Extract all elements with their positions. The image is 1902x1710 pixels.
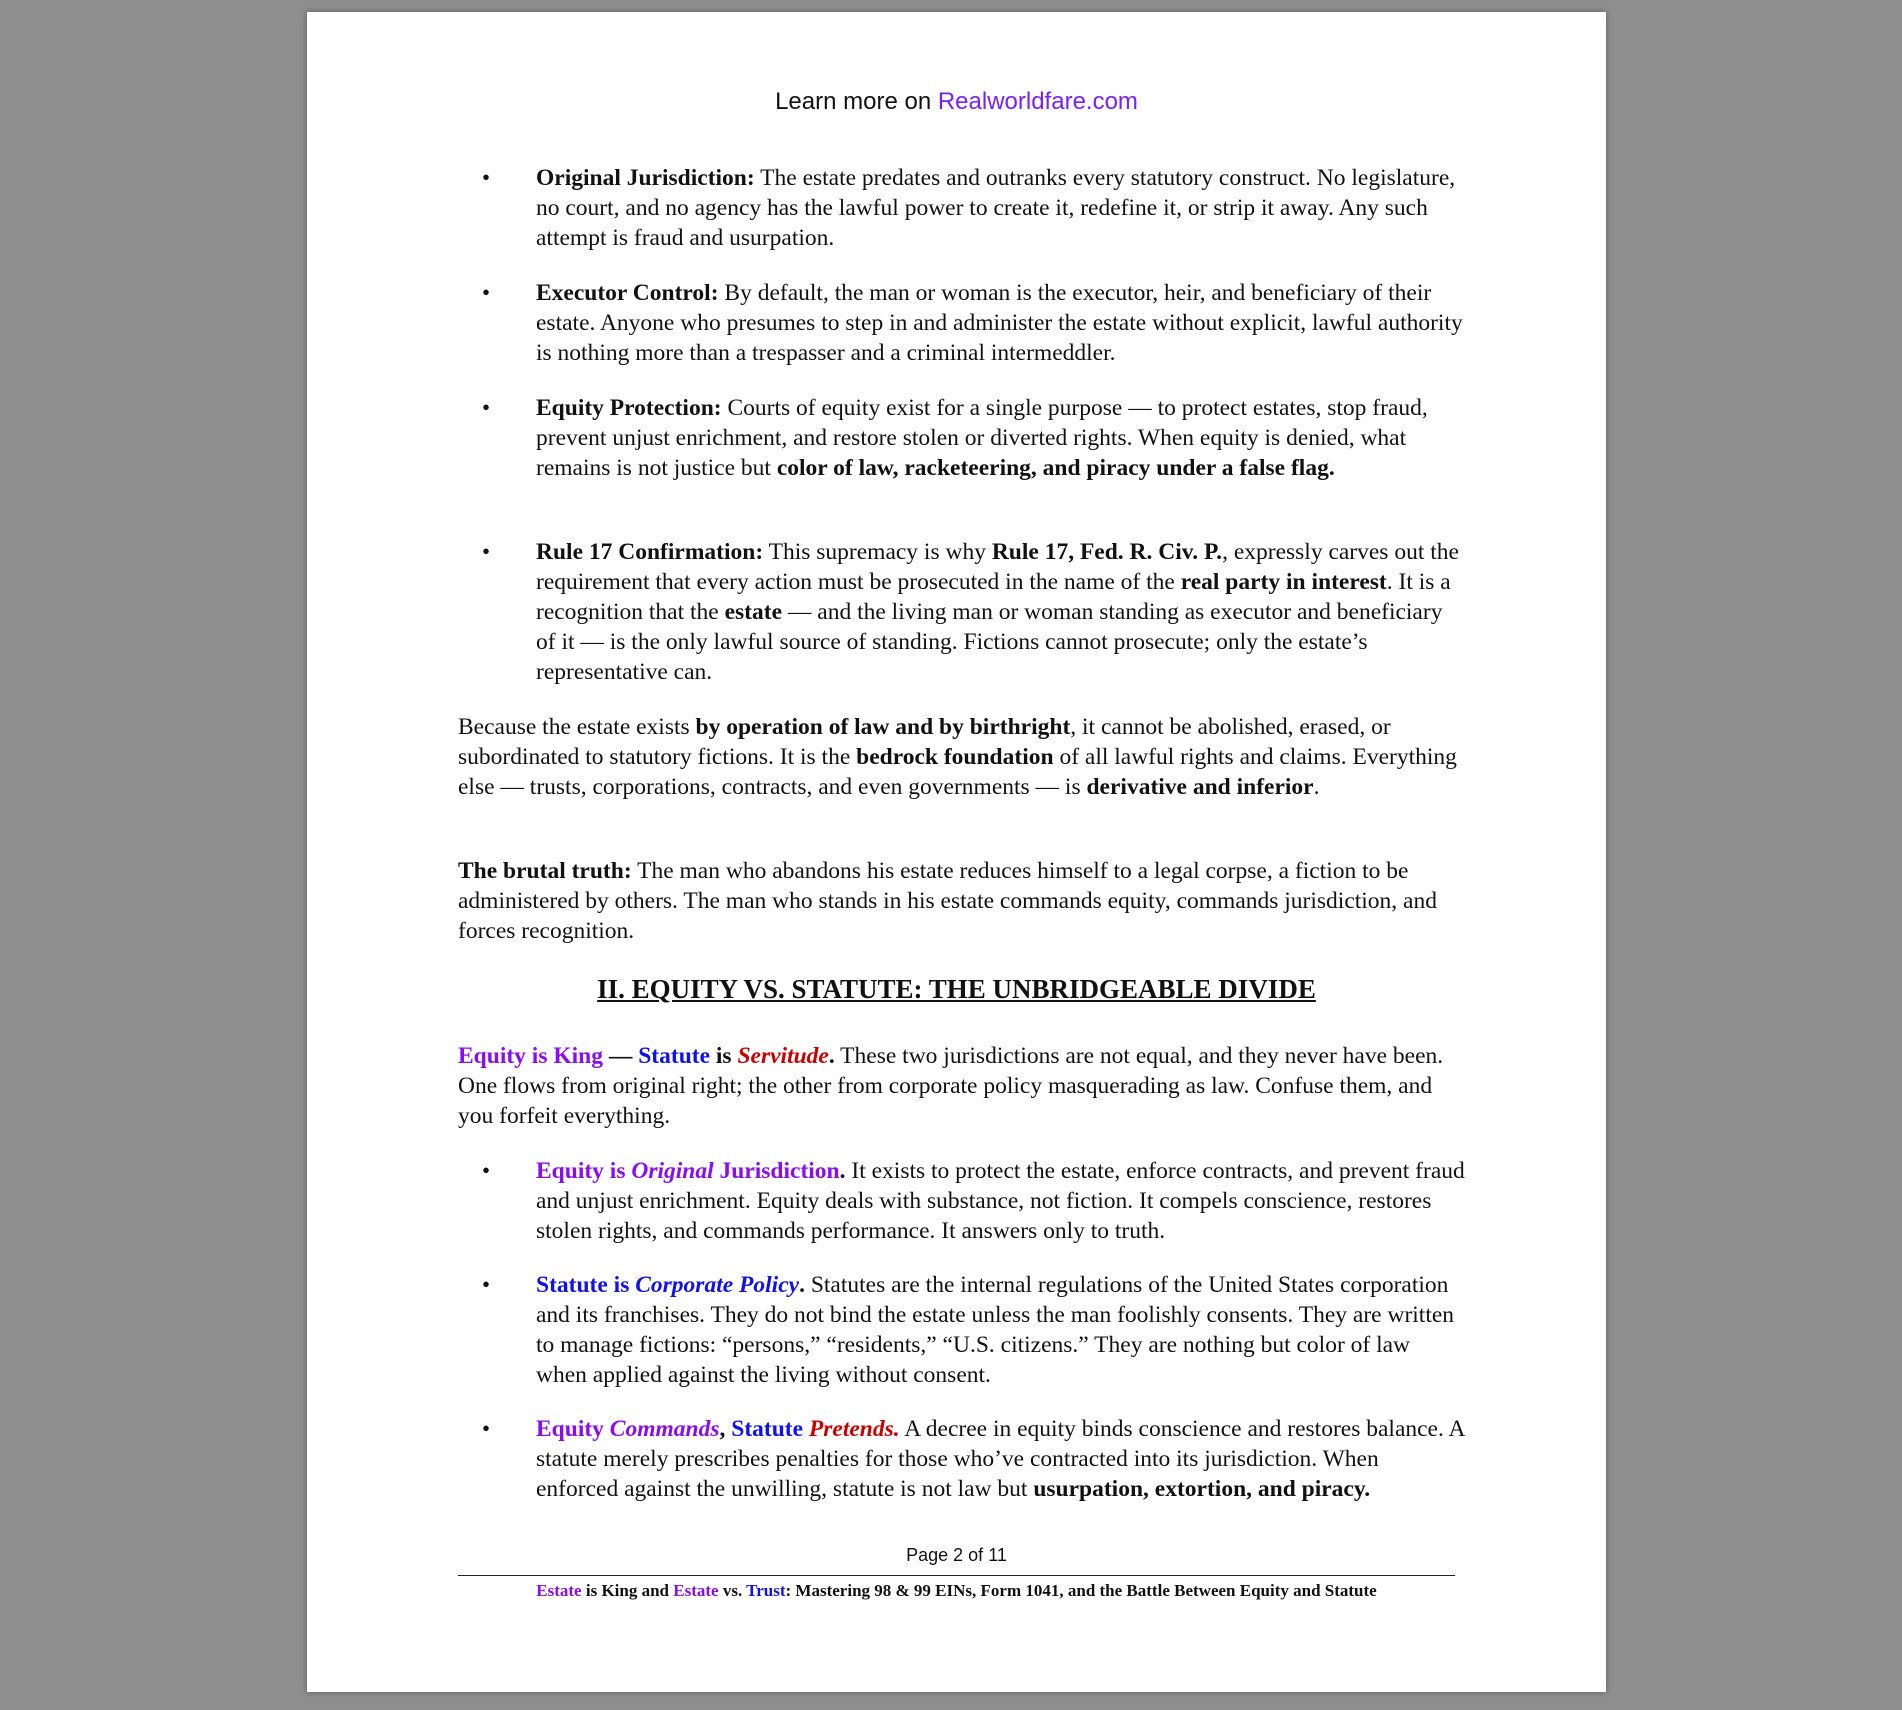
bullet-icon: • [482, 165, 491, 190]
footer-trust-term: Trust [746, 1581, 786, 1600]
footer-divider [458, 1575, 1455, 1576]
equity-term: Equity is King [458, 1043, 603, 1069]
item-text: It exists to protect the estate, enforce contracts, and prevent fraud and unjust enrichment. Equity deals with substance, not fiction. It compels conscience, restores stolen rights, and commands performance. It answers only to truth. [536, 1158, 1465, 1244]
list-item-equity-original [536, 1156, 1466, 1246]
item-label: Executor Control: [536, 280, 719, 306]
header-prefix: Learn more on [775, 88, 938, 115]
jurisdiction-term: Jurisdiction [713, 1158, 840, 1184]
list-item-executor-control [536, 278, 1466, 368]
section-heading: II. EQUITY VS. STATUTE: THE UNBRIDGEABLE DIVIDE [597, 974, 1316, 1004]
footer-estate-term: Estate [673, 1581, 719, 1600]
para-text: , it cannot be abolished, erased, or subordinated to statutory fictions. It is the [458, 714, 1391, 770]
comma: , [719, 1416, 732, 1442]
footer-title [307, 1581, 1606, 1601]
item-emphasis: estate [724, 599, 783, 625]
paragraph-because [458, 712, 1458, 802]
paragraph-brutal-truth [458, 856, 1458, 946]
period: . [799, 1272, 805, 1298]
bullet-icon: • [482, 1158, 491, 1183]
para-emphasis: by operation of law and by birthright [695, 714, 1071, 740]
bullet-icon: • [482, 395, 491, 420]
item-text: — and the living man or woman standing as executor and beneficiary of it — is the only lawful source of standing. Fictions cannot prosecute; only the estate’s representative can. [536, 599, 1443, 685]
footer-estate-term: Estate [536, 1581, 582, 1600]
page-number: Page 2 of 11 [906, 1545, 1007, 1565]
para-label: The brutal truth: [458, 858, 632, 884]
para-text: These two jurisdictions are not equal, and they never have been. One flows from original right; the other from corporate policy masquerading as law. Confuse them, and you forfeit everything. [458, 1043, 1444, 1129]
statute-term: Statute [638, 1043, 711, 1069]
document-page [307, 12, 1606, 1692]
item-text: , expressly carves out the requirement that every action must be prosecuted in the name of the [536, 539, 1459, 595]
item-text: The estate predates and outranks every statutory construct. No legislature, no court, and no agency has the lawful power to create it, redefine it, or strip it away. Any such attempt is fraud and usurpation. [536, 165, 1456, 251]
footer-text: : Mastering 98 & 99 EINs, Form 1041, and the Battle Between Equity and Statute [785, 1581, 1377, 1600]
item-label: Equity Protection: [536, 395, 722, 421]
item-text: . It is a recognition that the [536, 569, 1451, 625]
bullet-icon: • [482, 1416, 491, 1441]
list-item-rule-17 [536, 537, 1466, 687]
header-banner [307, 88, 1606, 116]
statute-term: Statute is [536, 1272, 636, 1298]
period: . [828, 1043, 835, 1069]
item-text: Statutes are the internal regulations of the United States corporation and its franchises. They do not bind the estate unless the man foolishly consents. They are written to manage fictions: “persons,” “residents,” “U.S. citizens.” They are nothing but color of law when applied against the living without consent. [536, 1272, 1455, 1388]
para-emphasis: bedrock foundation [856, 744, 1054, 770]
servitude-term: Servitude [737, 1043, 829, 1069]
item-label: Rule 17 Confirmation: [536, 539, 764, 565]
list-item-original-jurisdiction [536, 163, 1466, 253]
item-emphasis: usurpation, extortion, and piracy. [1033, 1476, 1371, 1502]
item-text: By default, the man or woman is the executor, heir, and beneficiary of their estate. Anyone who presumes to step in and administer the estate without explicit, lawful authority is nothing more than a trespasser and a criminal intermeddler. [536, 280, 1463, 366]
paragraph-equity-is-king [458, 1041, 1458, 1131]
para-text: . [1313, 774, 1320, 800]
list-item-equity-commands [536, 1414, 1466, 1504]
original-term: Original [631, 1158, 714, 1184]
bullet-icon: • [482, 1272, 491, 1297]
item-label: Original Jurisdiction: [536, 165, 755, 191]
para-text: of all lawful rights and claims. Everything else — trusts, corporations, contracts, and even governments — is [458, 744, 1457, 800]
footer-text: vs. [718, 1581, 747, 1600]
para-emphasis: derivative and inferior [1086, 774, 1314, 800]
item-emphasis: Rule 17, Fed. R. Civ. P. [991, 539, 1223, 565]
item-emphasis: color of law, racketeering, and piracy under a false flag. [776, 455, 1335, 481]
para-text: The man who abandons his estate reduces himself to a legal corpse, a fiction to be administered by others. The man who stands in his estate commands equity, commands jurisdiction, and forces recognition. [458, 858, 1437, 944]
item-emphasis: real party in interest [1180, 569, 1387, 595]
bullet-icon: • [482, 539, 491, 564]
dash: — [602, 1043, 639, 1069]
para-text: Because the estate exists [458, 714, 696, 740]
footer-text: is King and [581, 1581, 674, 1600]
item-text: This supremacy is why [763, 539, 992, 565]
list-item-equity-protection [536, 393, 1466, 483]
statute-term: Statute [731, 1416, 809, 1442]
period: . [839, 1158, 846, 1184]
item-text: Courts of equity exist for a single purpose — to protect estates, stop fraud, prevent unjust enrichment, and restore stolen or diverted rights. When equity is denied, what remains is not justice but [536, 395, 1428, 481]
item-text: A decree in equity binds conscience and restores balance. A statute merely prescribes penalties for those who’ve contracted into its jurisdiction. When enforced against the unwilling, statute is not law but [536, 1416, 1465, 1502]
bullet-icon: • [482, 280, 491, 305]
commands-term: Commands [609, 1416, 720, 1442]
equity-term: Equity [536, 1416, 610, 1442]
equity-term: Equity is [536, 1158, 632, 1184]
corporate-policy-term: Corporate Policy [635, 1272, 800, 1298]
connector: is [710, 1043, 738, 1069]
list-item-statute-corporate [536, 1270, 1466, 1390]
pretends-term: Pretends. [808, 1416, 900, 1442]
website-link[interactable]: Realworldfare.com [937, 88, 1138, 115]
